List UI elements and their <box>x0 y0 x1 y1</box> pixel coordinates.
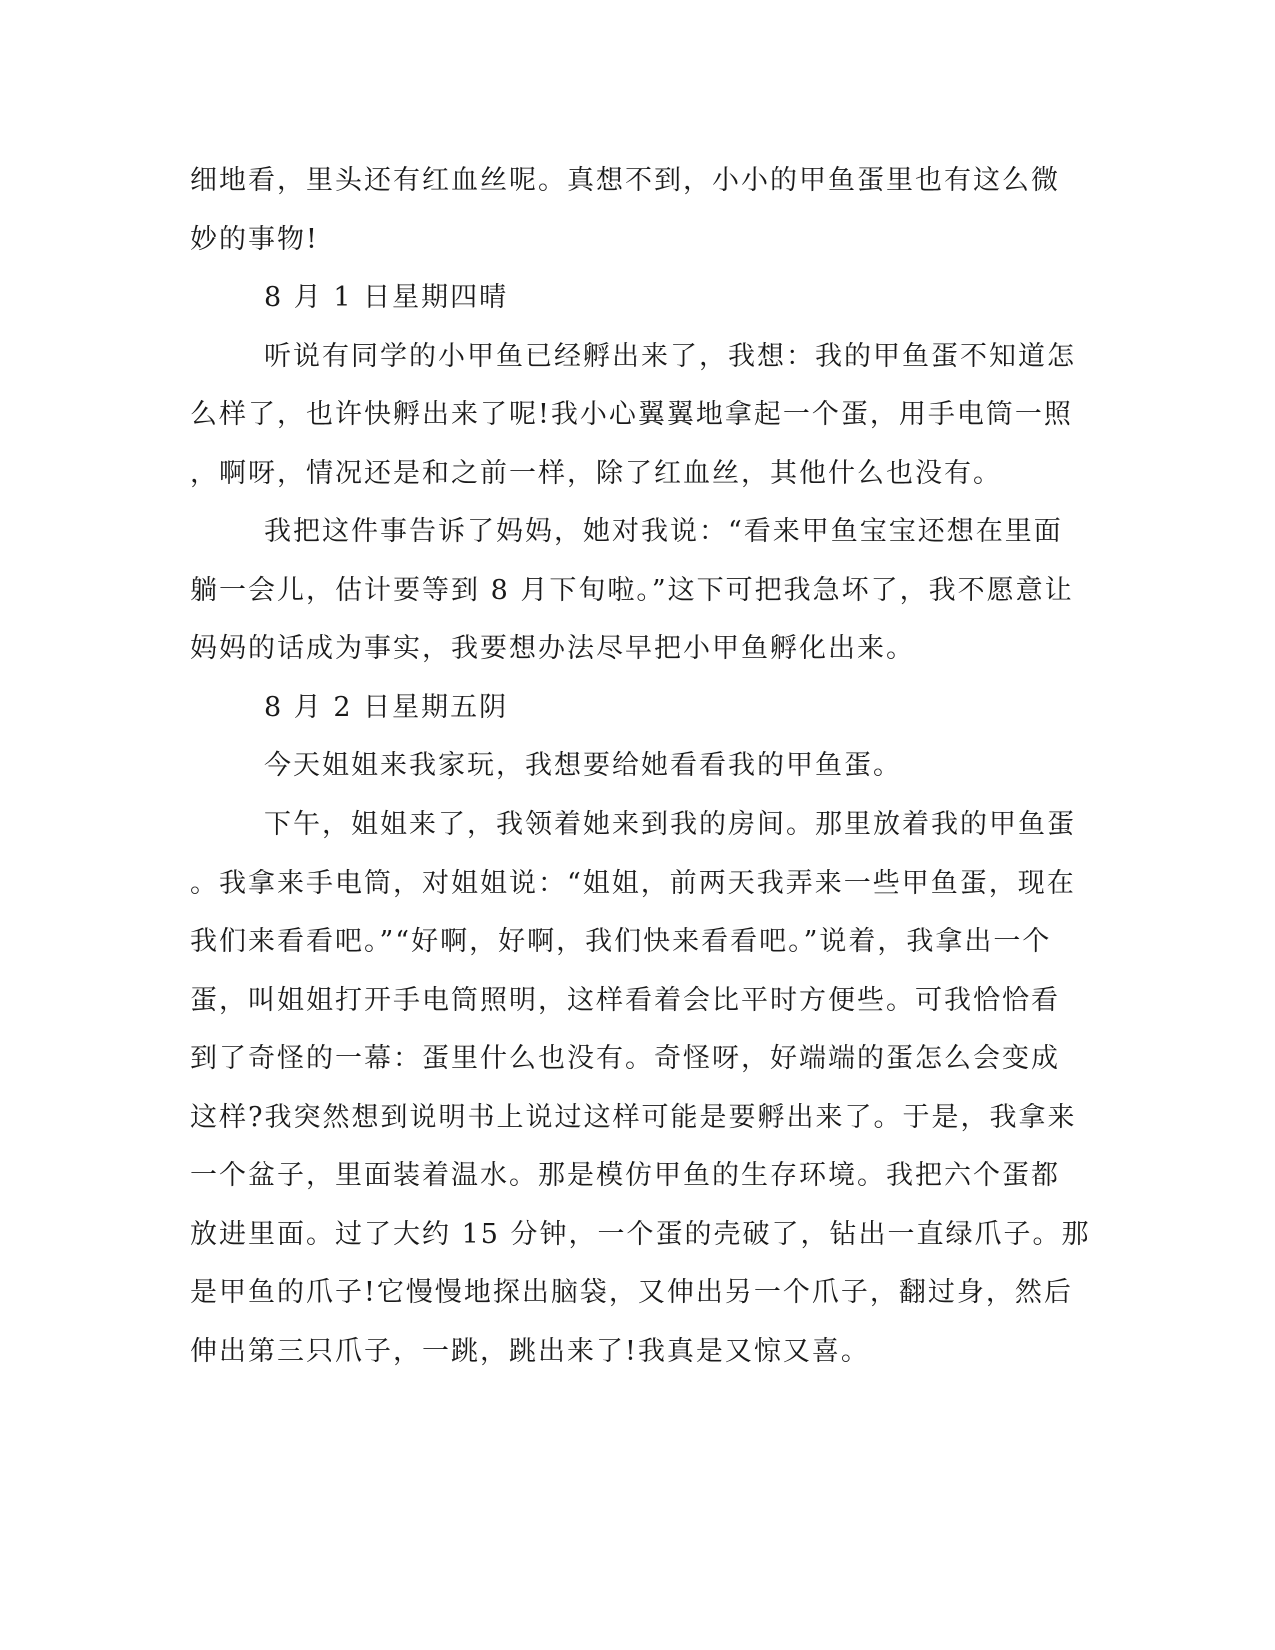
text-line: 是甲鱼的爪子!它慢慢地探出脑袋，又伸出另一个爪子，翻过身，然后 <box>190 1277 1073 1308</box>
diary-date-heading: 8 月 2 日星期五阴 <box>264 692 509 723</box>
text-line: 么样了，也许快孵出来了呢!我小心翼翼地拿起一个蛋，用手电筒一照 <box>190 399 1073 430</box>
text-line: 到了奇怪的一幕：蛋里什么也没有。奇怪呀，好端端的蛋怎么会变成 <box>190 1043 1060 1074</box>
text-line: 伸出第三只爪子，一跳，跳出来了!我真是又惊又喜。 <box>190 1336 870 1367</box>
text-line: 我把这件事告诉了妈妈，她对我说：“看来甲鱼宝宝还想在里面 <box>264 516 1063 547</box>
text-line: 一个盆子，里面装着温水。那是模仿甲鱼的生存环境。我把六个蛋都 <box>190 1160 1060 1191</box>
text-line: 我们来看看吧。”“好啊，好啊，我们快来看看吧。”说着，我拿出一个 <box>190 926 1052 957</box>
text-line: 听说有同学的小甲鱼已经孵出来了，我想：我的甲鱼蛋不知道怎 <box>264 341 1076 372</box>
text-line: 今天姐姐来我家玩，我想要给她看看我的甲鱼蛋。 <box>264 750 902 781</box>
text-line: 细地看，里头还有红血丝呢。真想不到，小小的甲鱼蛋里也有这么微 <box>190 165 1060 196</box>
text-line: 躺一会儿，估计要等到 8 月下旬啦。”这下可把我急坏了，我不愿意让 <box>190 575 1074 606</box>
text-line: 妈妈的话成为事实，我要想办法尽早把小甲鱼孵化出来。 <box>190 633 915 664</box>
diary-date-heading: 8 月 1 日星期四晴 <box>264 282 509 313</box>
text-line: 放进里面。过了大约 15 分钟，一个蛋的壳破了，钻出一直绿爪子。那 <box>190 1219 1091 1250</box>
text-line: 蛋，叫姐姐打开手电筒照明，这样看着会比平时方便些。可我恰恰看 <box>190 985 1060 1016</box>
text-line: 这样?我突然想到说明书上说过这样可能是要孵出来了。于是，我拿来 <box>190 1102 1077 1133</box>
text-line: 妙的事物! <box>190 224 319 255</box>
text-line: ，啊呀，情况还是和之前一样，除了红血丝，其他什么也没有。 <box>190 458 1002 489</box>
text-line: 下午，姐姐来了，我领着她来到我的房间。那里放着我的甲鱼蛋 <box>264 809 1076 840</box>
text-line: 。我拿来手电筒，对姐姐说：“姐姐，前两天我弄来一些甲鱼蛋，现在 <box>190 868 1076 899</box>
